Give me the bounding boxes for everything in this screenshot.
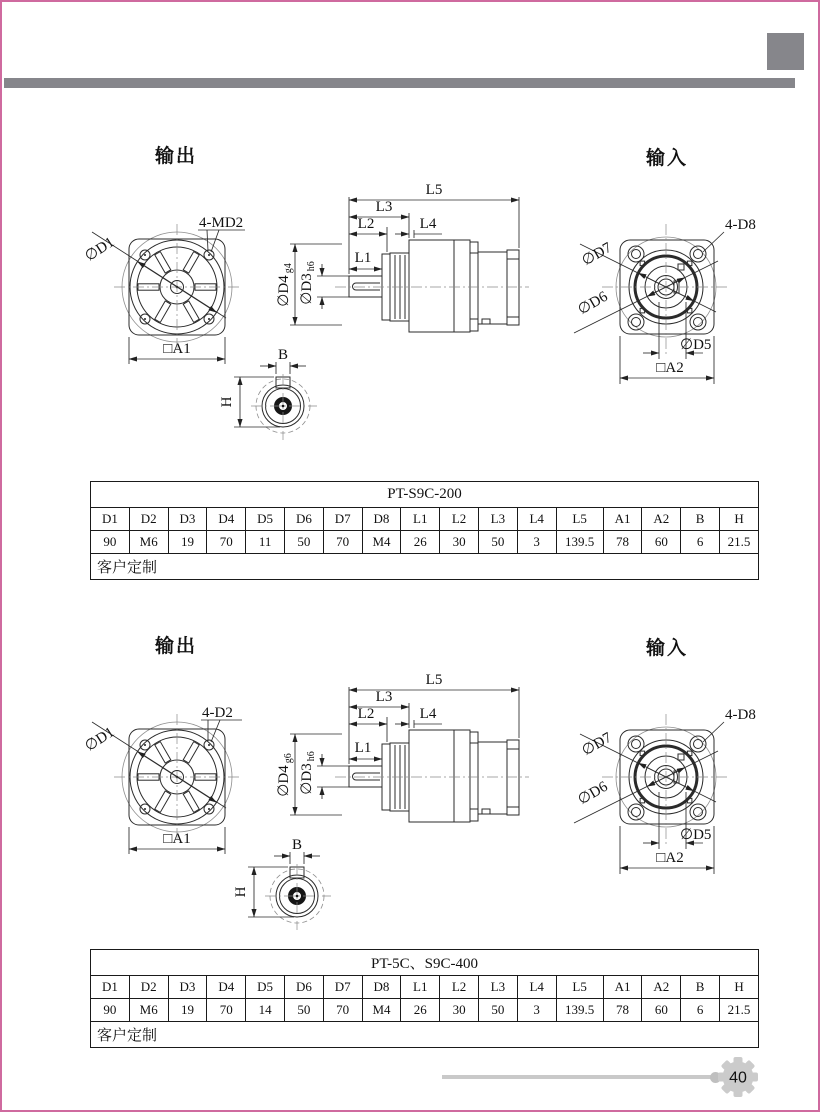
table-title: PT-5C、S9C-400 — [91, 950, 759, 976]
value-cell: 50 — [478, 531, 517, 554]
header-cell: H — [720, 508, 759, 531]
footer-rule — [442, 1075, 718, 1079]
output-title: 输出 — [154, 146, 198, 167]
custom-note: 客户定制 — [91, 554, 759, 580]
front-square-label: □A1 — [163, 831, 191, 847]
shaft-section-view — [219, 347, 317, 440]
drawing-section-2 — [82, 634, 756, 930]
value-cell: 14 — [246, 999, 285, 1022]
header-cell: D7 — [323, 508, 362, 531]
value-cell: 26 — [401, 999, 440, 1022]
input-title: 输入 — [645, 148, 689, 169]
header-cell: D2 — [129, 976, 168, 999]
header-cell: D5 — [246, 508, 285, 531]
dim-a2: □A2 — [656, 850, 684, 866]
value-cell: 30 — [440, 999, 479, 1022]
value-cell: 11 — [246, 531, 285, 554]
header-cell: L1 — [401, 508, 440, 531]
dim-d5: ∅D5 — [680, 337, 712, 353]
page-number: 40 — [729, 1069, 747, 1087]
dim-l1: L1 — [354, 740, 372, 756]
dim-a2: □A2 — [656, 360, 684, 376]
value-cell: M4 — [362, 999, 401, 1022]
front-dia-label: ∅D1 — [82, 724, 118, 755]
dim-l1: L1 — [354, 250, 372, 266]
page-number-gear-icon — [714, 1053, 762, 1101]
value-cell: 26 — [401, 531, 440, 554]
input-title: 输入 — [645, 638, 689, 659]
value-cell: 6 — [681, 531, 720, 554]
value-cell: 6 — [681, 999, 720, 1022]
header-cell: L5 — [556, 976, 603, 999]
dim-d3: $\emptyset D3_{h6}$ — [299, 261, 317, 305]
dim-d7: ∅D7 — [579, 239, 615, 270]
value-cell: M6 — [129, 999, 168, 1022]
dim-b: B — [291, 837, 303, 853]
rear-flange-view — [574, 707, 756, 874]
value-cell: 70 — [207, 531, 246, 554]
dim-d6: ∅D6 — [575, 288, 611, 319]
header-cell: A2 — [642, 976, 681, 999]
rear-hole-note: 4-D8 — [725, 707, 756, 723]
front-hole-note: 4-MD2 — [199, 215, 244, 231]
header-cell: H — [720, 976, 759, 999]
drawing-section-1 — [82, 144, 756, 440]
header-cell: D6 — [284, 976, 323, 999]
value-cell: 139.5 — [556, 531, 603, 554]
header-cell: B — [681, 508, 720, 531]
dim-l5: L5 — [425, 672, 443, 688]
header-cell: D4 — [207, 508, 246, 531]
header-cell: D5 — [246, 976, 285, 999]
table-title-row — [91, 482, 759, 508]
table-title-row — [91, 950, 759, 976]
header-cell: L2 — [440, 976, 479, 999]
front-square-label: □A1 — [163, 341, 191, 357]
header-cell: D4 — [207, 976, 246, 999]
header-cell: D1 — [91, 508, 130, 531]
value-cell: 70 — [207, 999, 246, 1022]
header-cell: B — [681, 976, 720, 999]
value-cell: 50 — [284, 999, 323, 1022]
front-flange-view — [82, 215, 245, 364]
value-cell: 30 — [440, 531, 479, 554]
dim-l2: L2 — [357, 216, 375, 232]
table-title: PT-S9C-200 — [91, 482, 759, 508]
custom-note: 客户定制 — [91, 1022, 759, 1048]
header-cell: D7 — [323, 976, 362, 999]
header-cell: D8 — [362, 508, 401, 531]
value-cell: 70 — [323, 999, 362, 1022]
rear-flange-view — [574, 217, 756, 384]
front-dia-label: ∅D1 — [82, 234, 118, 265]
value-cell: 60 — [642, 999, 681, 1022]
header-cell: L2 — [440, 508, 479, 531]
side-view — [276, 672, 529, 822]
value-cell: 50 — [284, 531, 323, 554]
value-cell: M6 — [129, 531, 168, 554]
table-footer-row — [91, 554, 759, 580]
value-cell: 3 — [517, 999, 556, 1022]
dim-l3: L3 — [375, 199, 393, 215]
header-cell: D3 — [168, 508, 207, 531]
header-cell: L5 — [556, 508, 603, 531]
value-cell: 139.5 — [556, 999, 603, 1022]
value-cell: M4 — [362, 531, 401, 554]
dim-l2: L2 — [357, 706, 375, 722]
header-cell: D3 — [168, 976, 207, 999]
header-cell: A2 — [642, 508, 681, 531]
value-cell: 78 — [603, 999, 642, 1022]
value-cell: 21.5 — [720, 531, 759, 554]
dim-h: H — [233, 886, 249, 898]
dim-d3: $\emptyset D3_{h6}$ — [299, 751, 317, 795]
dimension-table-2 — [90, 949, 759, 1048]
dim-d4: $\emptyset D4_{g4}$ — [276, 263, 294, 307]
dim-l3: L3 — [375, 689, 393, 705]
value-cell: 78 — [603, 531, 642, 554]
value-cell: 21.5 — [720, 999, 759, 1022]
value-cell: 70 — [323, 531, 362, 554]
value-cell: 60 — [642, 531, 681, 554]
value-cell: 90 — [91, 999, 130, 1022]
value-cell: 3 — [517, 531, 556, 554]
header-cell: D6 — [284, 508, 323, 531]
header-cell: A1 — [603, 508, 642, 531]
dim-h: H — [219, 396, 235, 408]
header-cell: D1 — [91, 976, 130, 999]
header-cell: L3 — [478, 508, 517, 531]
dim-d6: ∅D6 — [575, 778, 611, 809]
table-header-row — [91, 976, 759, 999]
rear-hole-note: 4-D8 — [725, 217, 756, 233]
dim-d4: $\emptyset D4_{g6}$ — [276, 753, 294, 797]
value-cell: 90 — [91, 531, 130, 554]
header-cell: A1 — [603, 976, 642, 999]
dim-d7: ∅D7 — [579, 729, 615, 760]
side-view — [276, 182, 529, 332]
dim-l4: L4 — [419, 706, 437, 722]
header-cell: D2 — [129, 508, 168, 531]
front-flange-view — [82, 705, 242, 854]
dim-d5: ∅D5 — [680, 827, 712, 843]
front-hole-note: 4-D2 — [202, 705, 233, 721]
header-cell: L4 — [517, 976, 556, 999]
value-cell: 50 — [478, 999, 517, 1022]
shaft-section-view — [233, 837, 331, 930]
dim-l4: L4 — [419, 216, 437, 232]
header-cell: L1 — [401, 976, 440, 999]
value-cell: 19 — [168, 999, 207, 1022]
value-cell: 19 — [168, 531, 207, 554]
dimension-table-1 — [90, 481, 759, 580]
table-value-row — [91, 531, 759, 554]
dim-l5: L5 — [425, 182, 443, 198]
table-header-row — [91, 508, 759, 531]
dim-b: B — [277, 347, 289, 363]
table-value-row — [91, 999, 759, 1022]
output-title: 输出 — [154, 636, 198, 657]
header-cell: D8 — [362, 976, 401, 999]
table-footer-row — [91, 1022, 759, 1048]
header-cell: L3 — [478, 976, 517, 999]
header-cell: L4 — [517, 508, 556, 531]
